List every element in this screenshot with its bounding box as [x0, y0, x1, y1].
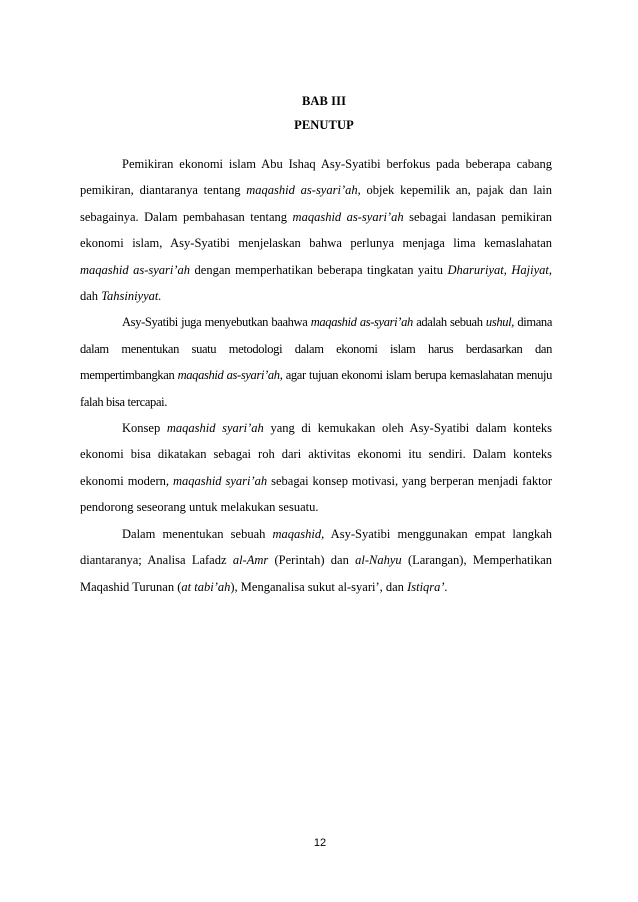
page-number: 12	[313, 837, 327, 849]
text-run: objek kepemilik an, pajak dan lain sebagainya. Dalam pembahasan tentang	[80, 183, 552, 224]
paragraph	[80, 415, 552, 521]
italic-term: maqashid as-syari’ah	[310, 315, 413, 330]
text-run: dimana dalam menentukan suatu metodologi dalam ekonomi islam harus berdasarkan dan mempertimbangkan	[80, 315, 553, 383]
text-run: yang di kemukakan oleh Asy-Syatibi dalam konteks ekonomi bisa dikatakan sebagai roh dari aktivitas ekonomi itu sendiri. Dalam konteks ekonomi modern	[80, 421, 552, 488]
italic-term: Dharuriyat, Hajiyat,	[447, 262, 552, 277]
body-text	[80, 151, 552, 600]
italic-term: al-Amr	[232, 553, 269, 568]
italic-term: maqashid syari’ah	[166, 421, 264, 436]
italic-term: Tahsiniyyat.	[101, 289, 162, 304]
text-run: ), Menganalisa sukut al-syari’, dan	[230, 579, 408, 594]
italic-term: at tabi’ah	[181, 579, 231, 594]
italic-term: maqashid as-syari’ah	[80, 262, 191, 277]
text-run: dengan memperhatikan beberapa tingkatan yaitu	[190, 262, 448, 277]
paragraph	[80, 309, 552, 415]
italic-term: ushul,	[485, 315, 515, 330]
italic-term: maqashid as-syari’ah,	[177, 368, 283, 383]
text-run: adalah sebuah	[412, 315, 486, 330]
italic-term: maqashid as-syari’ah,	[246, 183, 361, 198]
text-run: Konsep	[122, 421, 167, 436]
italic-term: maqashid,	[272, 526, 325, 541]
text-run: Dalam menentukan sebuah	[122, 526, 273, 541]
chapter-heading: BAB III	[301, 94, 347, 108]
italic-term: Istiqra’.	[407, 579, 448, 594]
text-run: Pemikiran ekonomi islam Abu Ishaq Asy-Syatibi berfokus pada beberapa cabang pemikiran, diantaranya tentang	[80, 157, 552, 198]
text-run: dah	[80, 289, 102, 304]
paragraph	[80, 151, 552, 309]
text-run: (Perintah) dan	[268, 553, 356, 568]
text-run: sebagai konsep motivasi, yang berperan menjadi faktor pendorong seseorang untuk melakukan sesuatu.	[80, 473, 552, 515]
section-title: PENUTUP	[294, 118, 354, 132]
text-run: (Larangan), Memperhatikan Maqashid Turunan (	[80, 553, 553, 594]
text-run: Asy-Syatibi menggunakan empat langkah diantaranya; Analisa Lafadz	[80, 526, 553, 568]
italic-term: , maqashid syari’ah	[165, 473, 268, 488]
text-run: agar tujuan ekonomi islam berupa kemaslahatan menuju falah bisa tercapai.	[80, 368, 552, 409]
paragraph	[80, 521, 552, 600]
italic-term: maqashid as-syari’ah	[292, 209, 404, 224]
text-run: Asy-Syatibi juga menyebutkan baahwa	[122, 315, 311, 330]
italic-term: al-Nahyu	[355, 553, 402, 568]
text-run: sebagai landasan pemikiran ekonomi islam, Asy-Syatibi menjelaskan bahwa perlunya menjaga lima kemaslahatan	[80, 209, 552, 251]
